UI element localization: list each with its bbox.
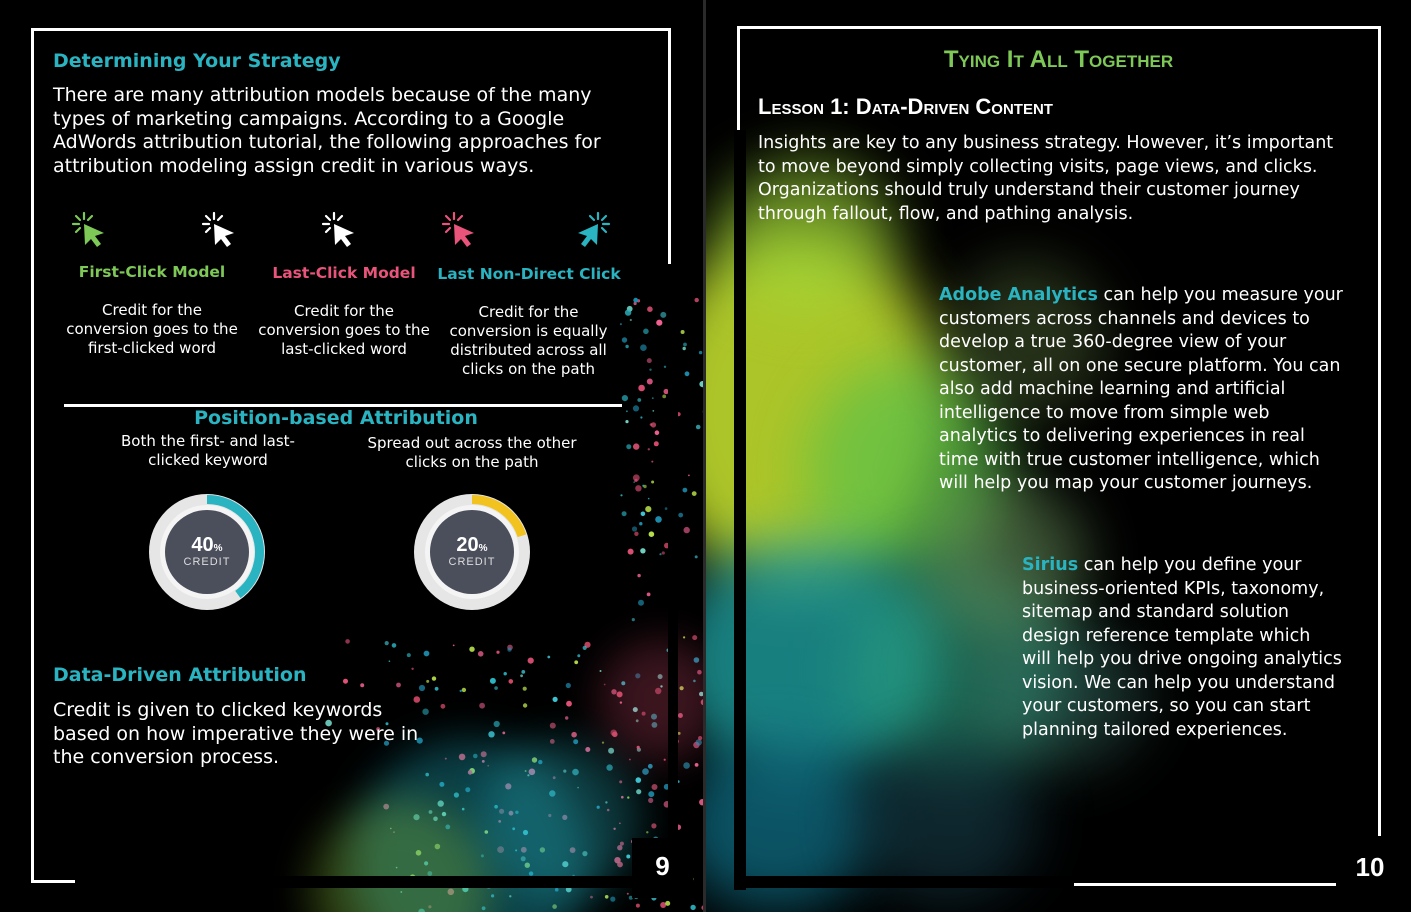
paint-particle <box>696 425 701 430</box>
paint-particle <box>690 905 695 910</box>
sirius-name: Sirius <box>1022 555 1079 575</box>
model-desc-first-click: Credit for the conversion goes to the first-clicked word <box>66 301 238 357</box>
data-driven-heading: Data-Driven Attribution <box>53 664 307 686</box>
sirius-paragraph: Sirius can help you define your business-oriented KPIs, taxonomy, sitemap and standard solution design reference template which will help you drive ongoing analytics vision. We can help you understand your customers, so you can start planning tailored experiences. <box>1022 555 1342 740</box>
intro-paragraph: Insights are key to any business strategy. However, it’s important to move beyond simply collecting visits, page views, and clicks. Organizations should truly understand their customer journey through fallout, flow, and pathing analysis. <box>758 133 1334 224</box>
credit-donut-right <box>410 490 534 614</box>
page-number-box <box>632 838 693 898</box>
paint-particle <box>683 636 685 638</box>
page-number: 10 <box>1355 852 1385 882</box>
data-driven-text: Credit is given to clicked keywords based on how imperative they were in the conversion process. <box>53 699 419 768</box>
adobe-paragraph: Adobe Analytics can help you measure your customers across channels and devices to develop a true 360-degree view of your customer, all on one secure platform. You can also add machine learning and artificial intelligence to move from simple web analytics to delivering experiences in real time with true customer intelligence, which will help you map your customer journeys. <box>939 285 1343 493</box>
paint-particle <box>590 896 593 899</box>
donut-label-left: CREDIT <box>183 556 231 568</box>
paint-particle <box>627 893 629 895</box>
model-title-first-click: First-Click Model <box>78 263 226 281</box>
credit-donut-left <box>145 490 269 614</box>
position-based-title: Position-based Attribution <box>194 407 478 429</box>
paint-particle <box>699 351 702 354</box>
page-10 <box>706 0 1411 912</box>
paint-particle <box>695 555 698 558</box>
cursor-click-icon <box>70 211 110 251</box>
cursor-click-icon <box>200 211 240 251</box>
lesson-heading: Lesson 1: Data-Driven Content <box>758 94 1053 119</box>
model-desc-last-non-direct: Credit for the conversion is equally distributed across all clicks on the path <box>449 303 608 378</box>
model-title-last-click: Last-Click Model <box>272 264 416 282</box>
paint-particle <box>678 513 683 518</box>
paint-particle <box>683 347 686 350</box>
position-right-desc: Spread out across the other clicks on the path <box>367 434 577 471</box>
paint-particle <box>683 488 688 493</box>
paint-particle <box>681 330 685 334</box>
paint-particle <box>692 491 697 496</box>
paint-particle <box>695 763 699 767</box>
paint-particle <box>665 901 670 906</box>
paint-particle <box>610 897 615 902</box>
paint-particle <box>683 762 690 769</box>
donut-label-right: CREDIT <box>448 556 496 568</box>
cursor-click-icon <box>320 211 360 251</box>
section-heading: Determining Your Strategy <box>53 50 341 72</box>
paint-particle <box>688 475 690 477</box>
adobe-analytics-name: Adobe Analytics <box>939 285 1098 305</box>
donut-value-right: 20% <box>456 534 488 556</box>
model-desc-last-click: Credit for the conversion goes to the last-clicked word <box>258 302 430 358</box>
page-9 <box>0 0 703 912</box>
donut-value-left: 40% <box>191 534 223 556</box>
paint-particle <box>695 298 699 302</box>
paint-particle <box>683 343 687 347</box>
model-title-last-non-direct: Last Non-Direct Click <box>437 265 621 283</box>
paint-particle <box>684 527 690 533</box>
cursor-click-icon <box>440 211 480 251</box>
intro-paragraph: There are many attribution models because of the many types of marketing campaigns. According to a Google AdWords attribution tutorial, the following approaches for attribution modeling assign credit in various ways. <box>53 84 601 177</box>
paint-particle <box>685 371 690 376</box>
paint-particle <box>636 904 640 908</box>
paint-particle <box>605 895 609 899</box>
page-number: 9 <box>655 851 670 881</box>
cursor-click-icon <box>572 211 612 251</box>
page-title: Tying It All Together <box>943 46 1174 73</box>
paint-particle <box>692 635 697 640</box>
position-left-desc: Both the first- and last-clicked keyword <box>121 432 295 469</box>
